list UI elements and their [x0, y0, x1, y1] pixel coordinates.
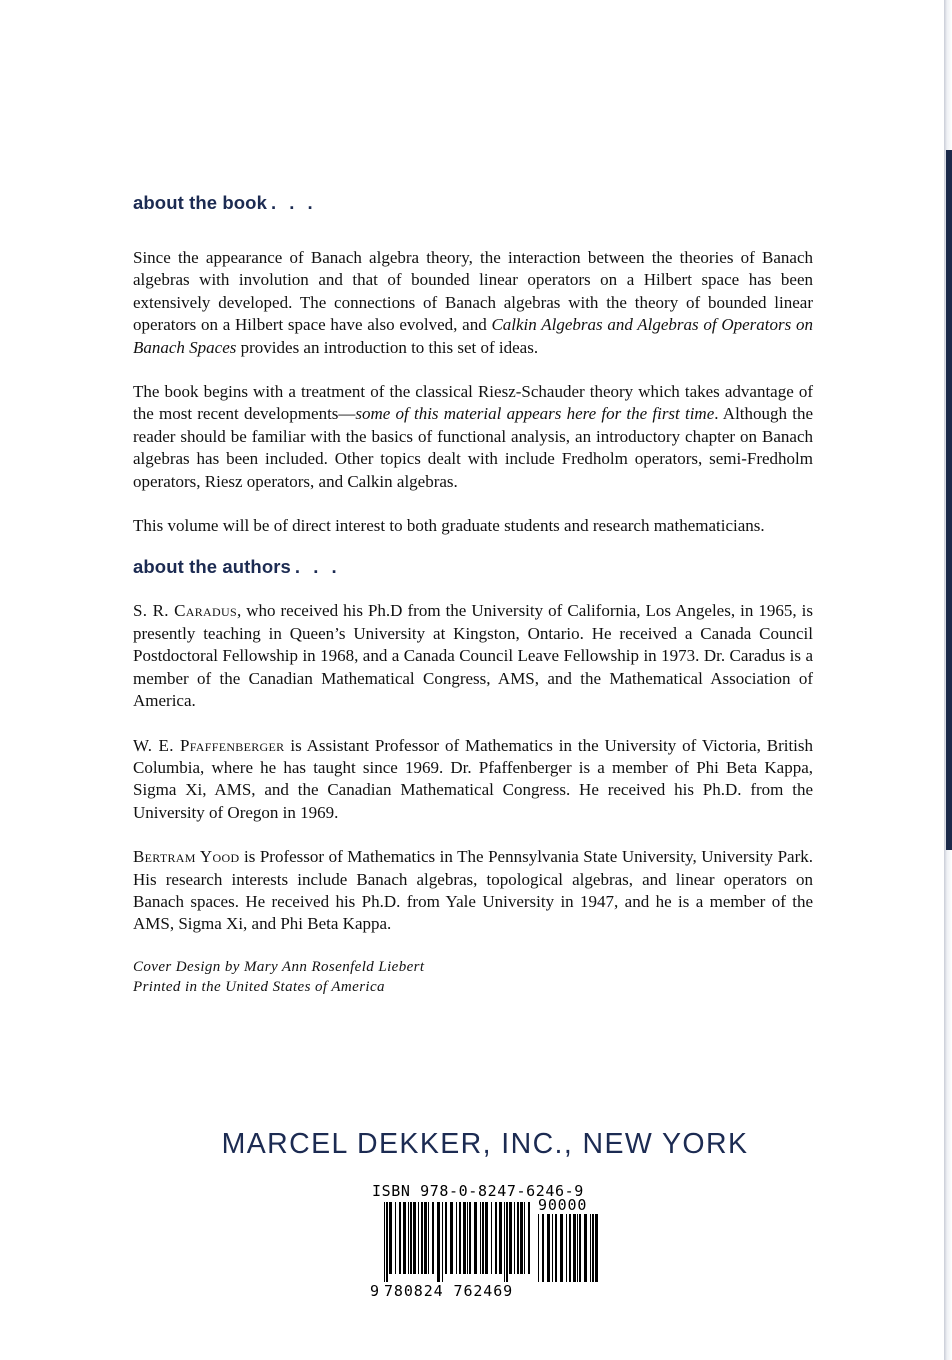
author-bio-pfaffenberger: W. E. Pfaffenberger is Assistant Professor of Mathematics in the University of Victoria, British Columbia, where he has taught since 1969. Dr. Pfaffenberger is a member of Phi Beta Kappa, Sigma Xi, AMS, and the Canadian Mathematical Congress. He received his Ph.D. from the University of Oregon in 1969.: [133, 735, 814, 822]
barcode-bar: [538, 1214, 539, 1282]
barcode-bar: [528, 1202, 530, 1274]
barcode-bar: [389, 1202, 392, 1274]
barcode-bar: [517, 1202, 519, 1274]
barcode-bar: [384, 1202, 385, 1282]
barcode-bar: [485, 1202, 488, 1274]
barcode-bar: [569, 1214, 571, 1282]
barcode-bar: [560, 1214, 563, 1282]
barcode-bar: [424, 1202, 427, 1274]
author-name: W. E. Pfaffenberger: [133, 735, 285, 755]
barcode-bar: [509, 1202, 512, 1274]
barcode-bar: [395, 1202, 396, 1274]
barcode-bar: [520, 1202, 523, 1274]
barcode-bar: [421, 1202, 423, 1274]
barcode-bar: [584, 1214, 587, 1282]
barcode-bar: [514, 1202, 515, 1274]
barcode-bar: [504, 1202, 505, 1282]
publisher-name: MARCEL DEKKER, INC., NEW YORK: [221, 1128, 749, 1160]
barcode-bar: [506, 1202, 508, 1282]
publisher-imprint: [0, 1128, 952, 1161]
book-title: Calkin Algebras and Algebras of Operators on Banach Spaces: [133, 315, 813, 357]
barcode-bar: [474, 1202, 477, 1274]
barcode-bar: [499, 1202, 502, 1274]
barcode-bar: [595, 1214, 598, 1282]
barcode-bar: [450, 1202, 453, 1274]
about-book-heading: [133, 192, 813, 214]
barcode-bar: [456, 1202, 457, 1274]
barcode-bar: [491, 1202, 492, 1274]
barcode-bar: [592, 1214, 594, 1282]
barcode-bar: [577, 1214, 578, 1282]
barcode-bar: [408, 1202, 409, 1274]
barcode-bar: [542, 1214, 544, 1282]
about-book-paragraph-2: The book begins with a treatment of the classical Riesz-Schauder theory which takes advantage of the most recent developments—some of this material appears here for the first time. Although the reader should be familiar with the basics of functional analysis, an introductory chapter on Banach algebras has been included. Other topics dealt with include Fredholm operators, semi-Fredholm operators, Riesz operators, and Calkin algebras.: [133, 382, 813, 491]
barcode-bar: [467, 1202, 468, 1274]
barcode-bar: [566, 1214, 567, 1282]
barcode-bar: [459, 1202, 461, 1274]
author-bio-yood: Bertram Yood is Professor of Mathematics in The Pennsylvania State University, University Park. His research interests include Banach algebras, topological algebras, and linear operators on Banach spaces. He received his Ph.D. from Yale University in 1947, and he is a member of the AMS, Sigma Xi, and Phi Beta Kappa.: [133, 847, 813, 934]
barcode-bar: [386, 1202, 388, 1282]
author-name: Bertram Yood: [133, 847, 240, 867]
barcode-bar: [432, 1202, 434, 1274]
barcode-digits: 9 780824 762469: [370, 1282, 514, 1300]
credits: [133, 957, 813, 997]
printed-in-credit: Printed in the United States of America: [133, 978, 385, 995]
barcode-bar: [399, 1202, 401, 1274]
barcode-bar: [590, 1214, 591, 1282]
barcode-bar: [403, 1202, 406, 1274]
author-bio-caradus: S. R. Caradus, who received his Ph.D from the University of California, Los Angeles, in 1965, is presently teaching in Queen’s University at Kingston, Ontario. He received a Canada Council Postdoctoral Fellowship in 1968, and a Canada Council Leave Fellowship in 1973. Dr. Caradus is a member of the Canadian Mathematical Congress, AMS, and the Mathematical Association of America.: [133, 601, 813, 711]
barcode-bar: [418, 1202, 419, 1274]
author-name: S. R. Caradus: [133, 601, 237, 621]
barcode-bar: [552, 1214, 553, 1282]
barcode-bar: [428, 1202, 429, 1274]
barcode-bar: [495, 1202, 497, 1274]
about-book-heading-dots: . . .: [270, 192, 317, 213]
barcode-bar: [437, 1202, 440, 1282]
back-cover-text: [133, 192, 813, 997]
barcode-bar: [463, 1202, 466, 1274]
about-authors-heading: [133, 556, 813, 578]
about-book-heading-text: about the book: [133, 192, 267, 213]
about-authors-heading-text: about the authors: [133, 556, 291, 578]
barcode-bar: [547, 1214, 550, 1282]
about-authors-heading-dots: . . .: [294, 556, 341, 578]
barcode-bar: [442, 1202, 443, 1282]
barcode-bar: [573, 1214, 576, 1282]
barcode-bar: [482, 1202, 484, 1274]
isbn-label: ISBN 978-0-8247-6246-9: [372, 1182, 584, 1200]
barcode-bar: [524, 1202, 525, 1274]
cover-design-credit: Cover Design by Mary Ann Rosenfeld Liebert: [133, 958, 425, 975]
isbn-barcode: [370, 1182, 602, 1302]
barcode-bar: [480, 1202, 481, 1274]
about-book-paragraph-3: This volume will be of direct interest to both graduate students and research mathematicians.: [133, 516, 765, 536]
barcode-addon-digits: 90000: [538, 1196, 588, 1214]
barcode-bar: [413, 1202, 416, 1274]
about-book-paragraph-1: Since the appearance of Banach algebra theory, the interaction between the theories of Banach algebras with involution and that of bounded linear operators on a Hilbert space has been extensively developed. The connections of Banach algebras with the theory of bounded linear operators on a Hilbert space have also evolved, and Calkin Algebras and Algebras of Operators on Banach Spaces provides an introduction to this set of ideas.: [133, 248, 813, 357]
barcode-bar: [445, 1202, 447, 1274]
barcode-bar: [469, 1202, 471, 1274]
spine-stripe: [946, 150, 952, 850]
barcode-bar: [555, 1214, 557, 1282]
barcode-bar: [410, 1202, 412, 1274]
barcode-bar: [579, 1214, 581, 1282]
